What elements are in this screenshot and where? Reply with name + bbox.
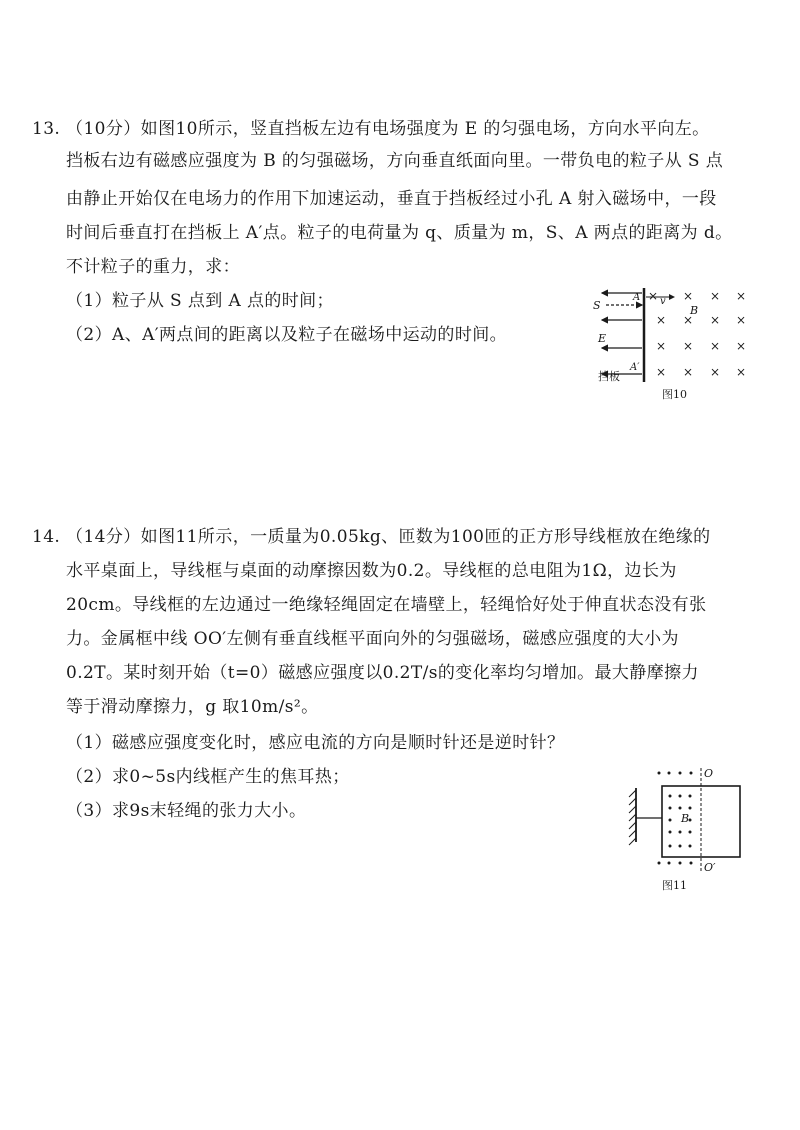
q13-line-2: 挡板右边有磁感应强度为 B 的匀强磁场，方向垂直纸面向里。一带负电的粒子从 S 点 xyxy=(66,151,724,171)
label-e: E xyxy=(598,332,607,345)
label-b: B xyxy=(681,812,690,825)
field-dot-mark xyxy=(689,845,692,848)
field-cross-mark: × xyxy=(683,339,694,353)
label-v: v xyxy=(660,296,666,307)
figure-11-caption: 图11 xyxy=(662,879,687,892)
wall-hatching xyxy=(629,790,636,845)
figure-11 xyxy=(626,760,746,892)
field-cross-mark: × xyxy=(710,339,721,353)
q14-line-1: 14. （14分）如图11所示，一质量为0.05kg、匝数为100匝的正方形导线框放在绝缘的 xyxy=(32,527,711,547)
field-dot-mark xyxy=(668,772,671,775)
field-cross-mark: × xyxy=(710,289,721,303)
field-cross-mark: × xyxy=(736,365,747,379)
field-dot-mark xyxy=(658,862,661,865)
label-b: B xyxy=(690,304,699,317)
field-cross-mark: × xyxy=(656,339,667,353)
field-dot-mark xyxy=(679,862,682,865)
field-dot-mark xyxy=(669,819,672,822)
field-cross-mark: × xyxy=(736,339,747,353)
field-dot-mark xyxy=(679,772,682,775)
field-cross-mark: × xyxy=(683,313,694,327)
wire-frame xyxy=(662,786,740,857)
field-dot-mark xyxy=(679,807,682,810)
field-dot-mark xyxy=(669,845,672,848)
label-a-prime: A′ xyxy=(630,362,640,373)
q14-line-3: 20cm。导线框的左边通过一绝缘轻绳固定在墙壁上，轻绳恰好处于伸直状态没有张 xyxy=(66,595,707,615)
field-cross-mark: × xyxy=(656,313,667,327)
field-dot-mark xyxy=(689,795,692,798)
field-dot-mark xyxy=(679,831,682,834)
q13-sub-1: （1）粒子从 S 点到 A 点的时间； xyxy=(66,291,334,311)
field-cross-mark: × xyxy=(683,289,694,303)
q14-line-4: 力。金属框中线 OO′左侧有垂直线框平面向外的匀强磁场，磁感应强度的大小为 xyxy=(66,629,679,649)
figure-10 xyxy=(588,280,758,410)
label-board: 挡板 xyxy=(598,370,620,383)
field-dot-mark xyxy=(679,795,682,798)
field-cross-mark: × xyxy=(648,289,659,303)
field-cross-mark: × xyxy=(683,365,694,379)
q14-line-2: 水平桌面上，导线框与桌面的动摩擦因数为0.2。导线框的总电阻为1Ω，边长为 xyxy=(66,561,677,581)
field-cross-mark: × xyxy=(736,313,747,327)
field-dot-mark xyxy=(668,862,671,865)
field-dot-mark xyxy=(669,831,672,834)
q13-sub-2: （2）A、A′两点间的距离以及粒子在磁场中运动的时间。 xyxy=(66,325,508,345)
figure-10-caption: 图10 xyxy=(662,388,687,401)
field-dot-mark xyxy=(658,772,661,775)
q13-line-1: 13. （10分）如图10所示，竖直挡板左边有电场强度为 E 的匀强电场，方向水平向左。 xyxy=(32,119,710,139)
field-cross-mark: × xyxy=(710,313,721,327)
field-dot-mark xyxy=(669,807,672,810)
q14-line-5: 0.2T。某时刻开始（t=0）磁感应强度以0.2T/s的变化率均匀增加。最大静摩擦力 xyxy=(66,663,699,683)
q14-line-6: 等于滑动摩擦力，g 取10m/s²。 xyxy=(66,697,319,717)
q14-sub-2: （2）求0~5s内线框产生的焦耳热； xyxy=(66,767,350,787)
field-dot-mark xyxy=(669,795,672,798)
q13-line-5: 不计粒子的重力，求： xyxy=(66,257,240,277)
field-dot-mark xyxy=(689,831,692,834)
field-cross-mark: × xyxy=(710,365,721,379)
field-dot-mark xyxy=(689,807,692,810)
q13-line-4: 时间后垂直打在挡板上 A′点。粒子的电荷量为 q、质量为 m，S、A 两点的距离为 d。 xyxy=(66,223,733,243)
field-cross-mark: × xyxy=(656,365,667,379)
label-o-prime: O′ xyxy=(704,861,716,874)
label-o: O xyxy=(704,767,714,780)
q14-sub-3: （3）求9s末轻绳的张力大小。 xyxy=(66,801,307,821)
field-dot-mark xyxy=(690,862,693,865)
field-dot-mark xyxy=(679,845,682,848)
field-cross-mark: × xyxy=(736,289,747,303)
q13-line-3: 由静止开始仅在电场力的作用下加速运动，垂直于挡板经过小孔 A 射入磁场中，一段 xyxy=(66,189,717,209)
q14-sub-1: （1）磁感应强度变化时，感应电流的方向是顺时针还是逆时针？ xyxy=(66,733,565,753)
field-dot-mark xyxy=(690,772,693,775)
label-s: S xyxy=(593,299,601,312)
label-a: A xyxy=(633,292,641,303)
